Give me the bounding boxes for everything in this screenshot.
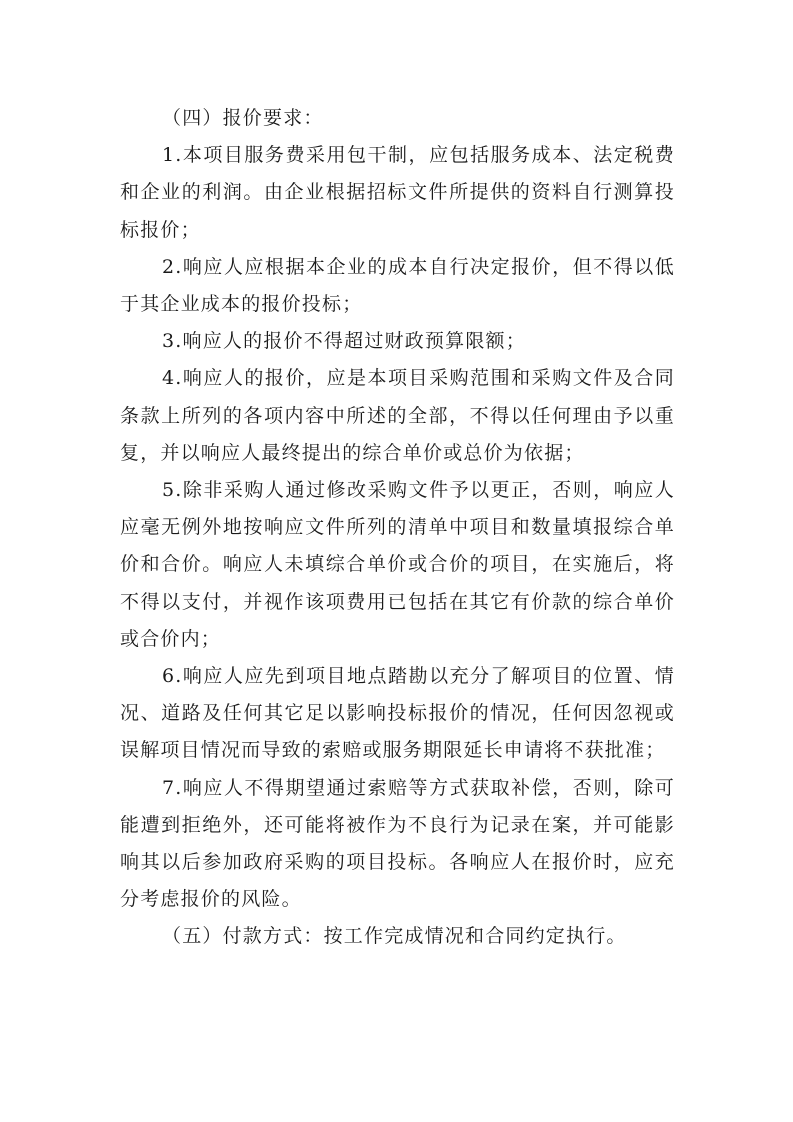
clause-5-unit-prices: 5.除非采购人通过修改采购文件予以更正，否则，响应人应毫无例外地按响应文件所列的清单中项目和数量填报综合单价和合价。响应人未填综合单价或合价的项目，在实施后，将不得以支付，并视作该项费用已包括在其它有价款的综合单价或合价内；	[120, 479, 675, 650]
document-body	[120, 100, 675, 956]
clause-3-budget-limit: 3.响应人的报价不得超过财政预算限额；	[162, 330, 526, 353]
section-heading-quotation-requirements: （四）报价要求：	[162, 107, 324, 129]
clause-6-site-survey: 6.响应人应先到项目地点踏勘以充分了解项目的位置、情况、道路及任何其它足以影响投标报价的情况，任何因忽视或误解项目情况而导致的索赔或服务期限延长申请将不获批准；	[120, 665, 675, 762]
clause-2-cost-based-pricing: 2.响应人应根据本企业的成本自行决定报价，但不得以低于其企业成本的报价投标；	[120, 255, 675, 316]
section-heading-payment-method: （五）付款方式：按工作完成情况和合同约定执行。	[162, 925, 627, 948]
clause-7-claims: 7.响应人不得期望通过索赔等方式获取补偿，否则，除可能遭到拒绝外，还可能将被作为不良行为记录在案，并可能影响其以后参加政府采购的项目投标。各响应人在报价时，应充分考虑报价的风险。	[120, 776, 675, 911]
clause-1-service-fee: 1.本项目服务费采用包干制，应包括服务成本、法定税费和企业的利润。由企业根据招标文件所提供的资料自行测算投标报价；	[120, 144, 675, 241]
clause-4-quotation-scope: 4.响应人的报价，应是本项目采购范围和采购文件及合同条款上所列的各项内容中所述的全部，不得以任何理由予以重复，并以响应人最终提出的综合单价或总价为依据；	[120, 367, 675, 464]
